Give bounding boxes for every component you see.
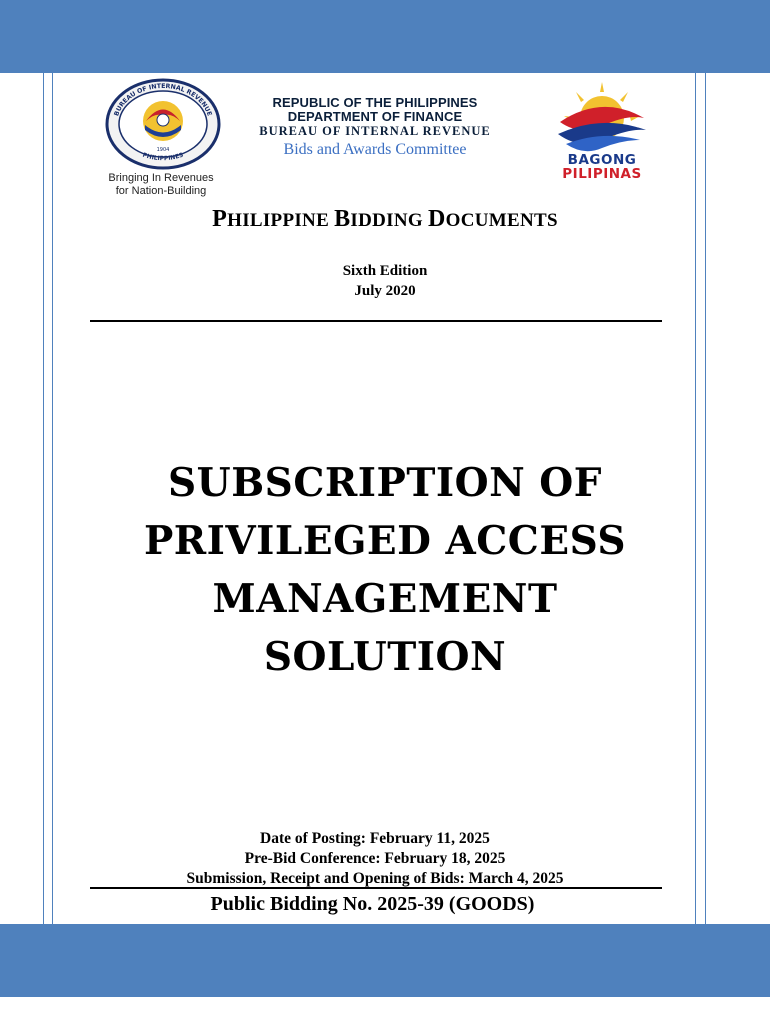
header-bac: Bids and Awards Committee: [283, 141, 467, 158]
title-rest-bidding: IDDING: [350, 210, 429, 231]
edition-text: Sixth Edition: [342, 263, 428, 279]
date-of-posting: Date of Posting: February 11, 2025: [260, 830, 490, 847]
left-border-outer: [43, 73, 44, 924]
edition-date: July 2020: [354, 283, 416, 299]
tagline-line-2: for Nation-Building: [115, 185, 207, 197]
submission-date: Submission, Receipt and Opening of Bids: March 4, 2025: [186, 870, 564, 887]
title-cap-d: D: [428, 206, 446, 232]
title-rest-documents: OCUMENTS: [445, 210, 558, 231]
logo-word-pilipinas: PILIPINAS: [562, 166, 642, 182]
document-series-title: [0, 206, 770, 233]
edition-block: [0, 261, 770, 301]
agency-header: [225, 96, 525, 161]
seal-year: 1904: [156, 147, 170, 153]
title-cap-p: P: [212, 206, 228, 232]
divider-bottom: [90, 887, 662, 889]
header-department: DEPARTMENT OF FINANCE: [287, 109, 463, 124]
project-title: [60, 454, 710, 686]
title-rest-philippine: HILIPPINE: [227, 210, 335, 231]
seal-top-text: BUREAU OF INTERNAL REVENUE: [113, 82, 213, 118]
bir-tagline: [86, 172, 236, 198]
bir-seal-logo: [104, 78, 222, 170]
project-title-line-2: PRIVILEGED ACCESS: [143, 518, 627, 564]
bagong-pilipinas-logo: [546, 74, 658, 184]
bottom-color-band: [0, 924, 770, 997]
title-cap-b: B: [334, 206, 351, 232]
logo-word-bagong: BAGONG: [567, 152, 637, 168]
schedule-block: [0, 829, 750, 889]
top-color-band: [0, 0, 770, 73]
project-title-line-1: SUBSCRIPTION OF: [168, 460, 602, 506]
seal-bottom-text: PHILIPPINES: [141, 151, 185, 163]
project-title-line-4: SOLUTION: [263, 634, 507, 680]
divider-top: [90, 320, 662, 322]
tagline-line-1: Bringing In Revenues: [108, 172, 214, 184]
left-border-inner: [52, 73, 53, 924]
pre-bid-conference: Pre-Bid Conference: February 18, 2025: [244, 850, 506, 867]
header-republic: REPUBLIC OF THE PHILIPPINES: [272, 95, 478, 110]
project-title-line-3: MANAGEMENT: [212, 576, 558, 622]
header-bureau: BUREAU OF INTERNAL REVENUE: [259, 124, 491, 138]
public-bidding-number: Public Bidding No. 2025-39 (GOODS): [210, 893, 535, 915]
